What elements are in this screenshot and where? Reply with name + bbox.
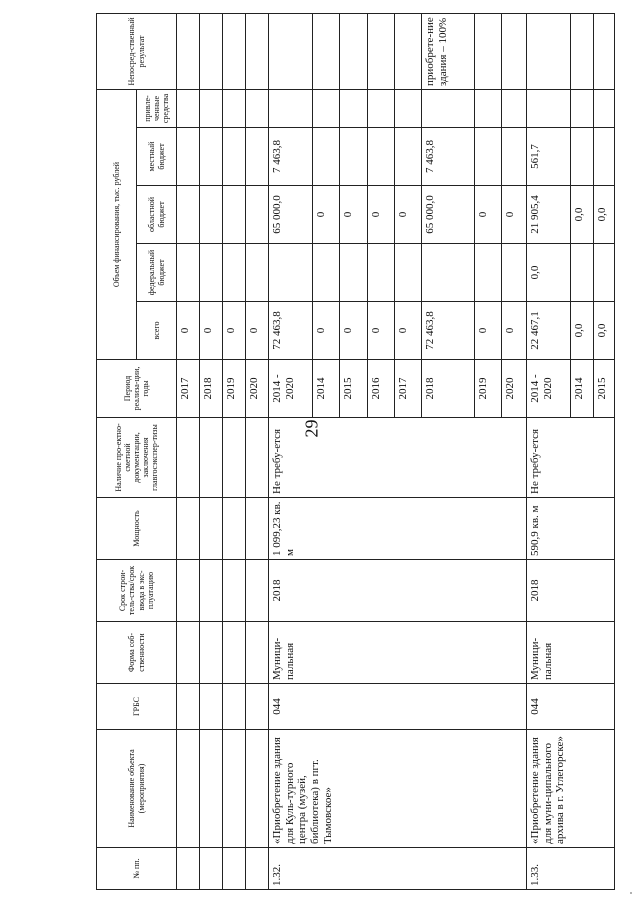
year-cell: 2016 (367, 360, 394, 418)
table-row (269, 14, 313, 890)
federal-cell: 0,0 (526, 244, 570, 302)
total-cell: 72 463,8 (422, 302, 474, 360)
year-cell: 2020 (246, 360, 269, 418)
object-name: «Приобретение здания для Куль-турного центра (музей, библиотека) в пгт. Тымовское» (269, 730, 527, 848)
object-term: 2018 (269, 560, 527, 622)
total-cell: 0,0 (593, 302, 614, 360)
header-period: Период реализа-ции, годы (97, 360, 177, 418)
object-result: приобрете-ние здания – 100% (422, 14, 474, 90)
local-cell: 7 463,8 (422, 128, 474, 186)
year-cell: 2017 (394, 360, 421, 418)
object-capacity: 1 099,23 кв. м (269, 498, 527, 560)
regional-cell: 0 (474, 186, 501, 244)
total-cell: 0 (340, 302, 367, 360)
header-num: № пп. (97, 848, 177, 890)
object-number: 1.32. (269, 848, 527, 890)
table-row (223, 14, 246, 890)
header-attracted: привле-ченные средства (137, 90, 177, 128)
local-cell: 7 463,8 (269, 128, 313, 186)
regional-cell: 0,0 (570, 186, 593, 244)
object-ownership: Муници-пальная (526, 622, 614, 684)
scan-speck (630, 892, 632, 894)
header-result: Непосред-ственный результат (97, 14, 177, 90)
object-grbs: 044 (269, 684, 527, 730)
financing-table (96, 13, 615, 890)
year-cell: 2017 (177, 360, 200, 418)
header-total: всего (137, 302, 177, 360)
total-cell: 0 (223, 302, 246, 360)
regional-cell: 0 (313, 186, 340, 244)
regional-cell: 0 (394, 186, 421, 244)
total-cell: 72 463,8 (269, 302, 313, 360)
object-grbs: 044 (526, 684, 614, 730)
year-cell: 2015 (593, 360, 614, 418)
total-cell: 22 467,1 (526, 302, 570, 360)
table-row (177, 14, 200, 890)
table-row (246, 14, 269, 890)
header-federal: федеральный бюджет (137, 244, 177, 302)
header-ownership: Форма соб-ственности (97, 622, 177, 684)
total-cell: 0 (177, 302, 200, 360)
total-cell: 0 (200, 302, 223, 360)
year-cell: 2019 (474, 360, 501, 418)
table-row (526, 14, 570, 890)
header-regional: областной бюджет (137, 186, 177, 244)
header-capacity: Мощность (97, 498, 177, 560)
total-cell: 0 (474, 302, 501, 360)
object-docs: Не требу-ется (526, 418, 614, 498)
total-cell: 0 (246, 302, 269, 360)
header-name: Наименование объекта (мероприятия) (97, 730, 177, 848)
header-docs: Наличие про-ектно-сметной документации, заключения главгосэкспер-тизы (97, 418, 177, 498)
object-docs: Не требу-ется (269, 418, 527, 498)
year-cell: 2014 (570, 360, 593, 418)
year-cell: 2020 (501, 360, 526, 418)
regional-cell: 65 000,0 (422, 186, 474, 244)
total-cell: 0,0 (570, 302, 593, 360)
total-cell: 0 (394, 302, 421, 360)
header-local: местный бюджет (137, 128, 177, 186)
object-ownership: Муници-пальная (269, 622, 527, 684)
year-cell: 2019 (223, 360, 246, 418)
year-cell: 2018 (200, 360, 223, 418)
regional-cell: 0,0 (593, 186, 614, 244)
regional-cell: 65 000,0 (269, 186, 313, 244)
regional-cell: 0 (340, 186, 367, 244)
total-cell: 0 (367, 302, 394, 360)
header-financing: Объем финансирования, тыс. рублей (97, 90, 137, 360)
object-term: 2018 (526, 560, 614, 622)
regional-cell: 21 905,4 (526, 186, 570, 244)
table-row (200, 14, 223, 890)
total-cell: 0 (313, 302, 340, 360)
object-capacity: 590,9 кв. м (526, 498, 614, 560)
year-cell: 2018 (422, 360, 474, 418)
local-cell: 561,7 (526, 128, 570, 186)
year-cell: 2014 - 2020 (526, 360, 570, 418)
year-cell: 2014 (313, 360, 340, 418)
object-name: «Приобретение здания для муни-ципального архива в г. Углегорске» (526, 730, 614, 848)
regional-cell: 0 (367, 186, 394, 244)
regional-cell: 0 (501, 186, 526, 244)
year-cell: 2014 - 2020 (269, 360, 313, 418)
header-grbs: ГРБС (97, 684, 177, 730)
financing-table-container (96, 14, 615, 890)
page-number: 29 (301, 419, 322, 438)
header-term: Срок строи-тель-ства/срок ввода в экс-плуатацию (97, 560, 177, 622)
total-cell: 0 (501, 302, 526, 360)
object-number: 1.33. (526, 848, 614, 890)
year-cell: 2015 (340, 360, 367, 418)
